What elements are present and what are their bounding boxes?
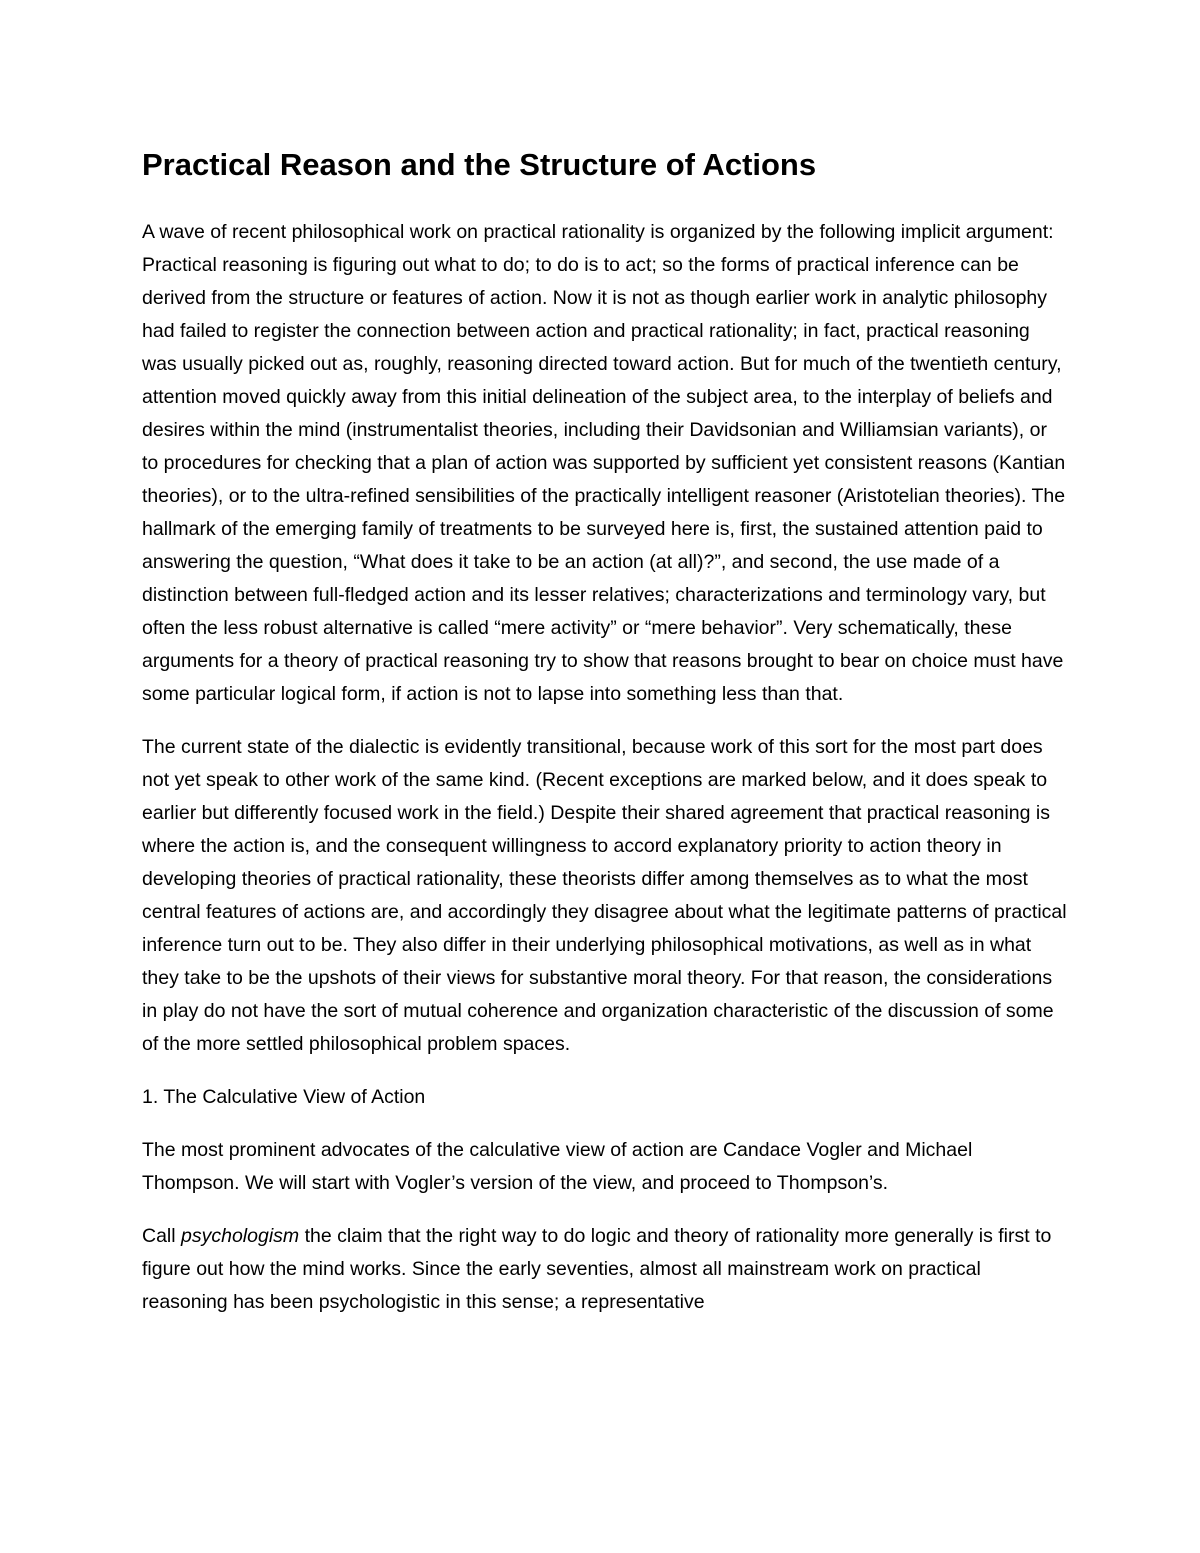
document-page <box>142 138 1067 1339</box>
paragraph-lead-text: Call <box>142 1225 182 1247</box>
body-paragraph <box>142 1220 1067 1319</box>
paragraph-rest-text: the claim that the right way to do logic and theory of rationality more generally is first to figure out how the mind works. Since the early seventies, almost all mainstream work on practical reasoning has been psychologistic in this sense; a representative <box>142 1225 1052 1313</box>
body-paragraph: The most prominent advocates of the calculative view of action are Candace Vogler and Michael Thompson. We will start with Vogler’s version of the view, and proceed to Thompson’s. <box>142 1139 973 1194</box>
emphasized-term: psychologism <box>181 1225 300 1247</box>
document-title: Practical Reason and the Structure of Actions <box>142 147 817 182</box>
body-paragraph: The current state of the dialectic is evidently transitional, because work of this sort for the most part does not yet speak to other work of the same kind. (Recent exceptions are marked below, and it does speak to earlier but differently focused work in the field.) Despite their shared agreement that practical reasoning is where the action is, and the consequent willingness to accord explanatory priority to action theory in developing theories of practical rationality, these theorists differ among themselves as to what the most central features of actions are, and accordingly they disagree about what the legitimate patterns of practical inference turn out to be. They also differ in their underlying philosophical motivations, as well as in what they take to be the upshots of their views for substantive moral theory. For that reason, the considerations in play do not have the sort of mutual coherence and organization characteristic of the discussion of some of the more settled philosophical problem spaces. <box>142 736 1067 1055</box>
section-heading: 1. The Calculative View of Action <box>142 1086 426 1108</box>
body-paragraph: A wave of recent philosophical work on practical rationality is organized by the following implicit argument: Practical reasoning is figuring out what to do; to do is to act; so the forms of practical inference can be derived from the structure or features of action. Now it is not as though earlier work in analytic philosophy had failed to register the connection between action and practical rationality; in fact, practical reasoning was usually picked out as, roughly, reasoning directed toward action. But for much of the twentieth century, attention moved quickly away from this initial delineation of the subject area, to the interplay of beliefs and desires within the mind (instrumentalist theories, including their Davidsonian and Williamsian variants), or to procedures for checking that a plan of action was supported by sufficient yet consistent reasons (Kantian theories), or to the ultra-refined sensibilities of the practically intelligent reasoner (Aristotelian theories). The hallmark of the emerging family of treatments to be surveyed here is, first, the sustained attention paid to answering the question, “What does it take to be an action (at all)?”, and second, the use made of a distinction between full-fledged action and its lesser relatives; characterizations and terminology vary, but often the less robust alternative is called “mere activity” or “mere behavior”. Very schematically, these arguments for a theory of practical reasoning try to show that reasons brought to bear on choice must have some particular logical form, if action is not to lapse into something less than that. <box>142 221 1066 705</box>
